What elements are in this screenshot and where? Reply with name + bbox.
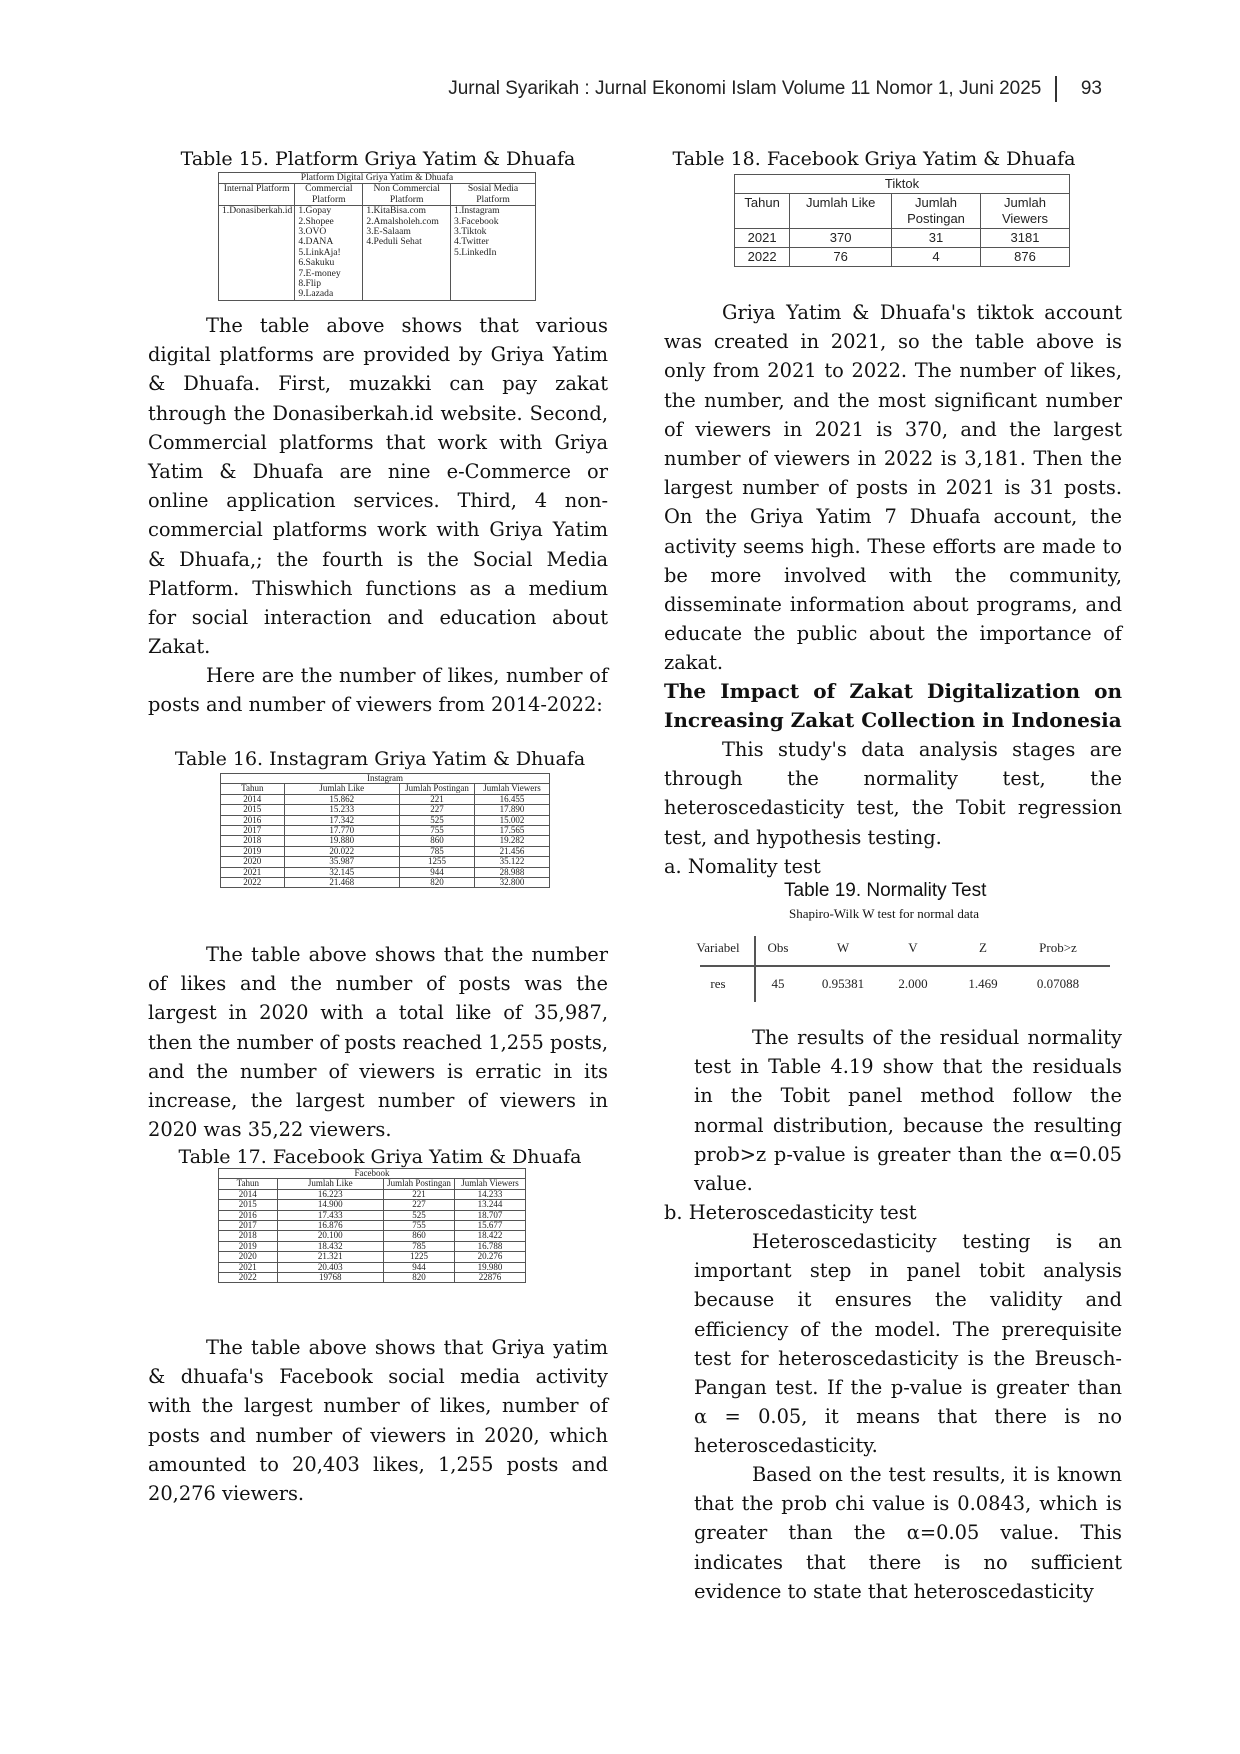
table-row (219, 1262, 526, 1272)
table-cell: 4 (892, 248, 981, 267)
table-row (735, 229, 1070, 248)
table-cell: 19.880 (284, 836, 399, 846)
table-cell: 2014 (219, 1189, 278, 1199)
table19-cell: 1.469 (968, 976, 998, 991)
table15-caption: Table 15. Platform Griya Yatim & Dhuafa (180, 148, 576, 170)
table-cell: 1255 (400, 857, 475, 867)
paragraph-text: The table above shows that the number of likes and the number of posts was the largest in 2020 with a total like of 35,987, then the number of posts reached 1,255 posts, and the number of viewers is erratic in its increase, the largest number of viewers in 2020 was 35,22 viewers. (148, 943, 608, 1142)
table-cell: 221 (384, 1189, 455, 1199)
table-cell: 20.403 (277, 1262, 383, 1272)
table19-col-header: Variabel (696, 940, 740, 955)
left-paragraph-2 (148, 661, 608, 719)
table-cell: 28.988 (475, 867, 550, 877)
table-row (219, 1221, 526, 1231)
table-cell: 2022 (221, 878, 285, 888)
table-row (219, 1241, 526, 1251)
table17-title: Facebook (219, 1169, 526, 1179)
paragraph-text: The table above shows that Griya yatim & dhuafa's Facebook social media activity with the largest number of likes, number of posts and number of viewers in 2020, which amounted to 20,403 likes, 1,255 posts and 20,276 viewers. (148, 1336, 608, 1506)
table-row (219, 1189, 526, 1199)
paragraph-text: Griya Yatim & Dhuafa's tiktok account was created in 2021, so the table above is only from 2021 to 2022. The number of likes, the number, and the most significant number of viewers in 2021 is 370, and the largest number of viewers in 2022 is 3,181. Then the largest number of posts in 2021 is 31 posts. On the Griya Yatim 7 Dhuafa account, the activity seems high. These efforts are made to be more involved with the community, disseminate information about programs, and educate the public about the importance of zakat. (664, 301, 1122, 675)
table-row (735, 248, 1070, 267)
table-cell: 755 (400, 826, 475, 836)
right-paragraph-4 (694, 1227, 1122, 1461)
table-cell: 525 (400, 815, 475, 825)
table-cell: 860 (384, 1231, 455, 1241)
table-cell: 1225 (384, 1252, 455, 1262)
table-cell: 20.276 (455, 1252, 526, 1262)
table-row (221, 794, 550, 804)
table-cell: 15.677 (455, 1221, 526, 1231)
table-cell: 21.321 (277, 1252, 383, 1262)
table-cell: 16.223 (277, 1189, 383, 1199)
table-cell: 2021 (221, 867, 285, 877)
table-cell: 17.433 (277, 1210, 383, 1220)
table18-col-header: Jumlah Like (790, 194, 892, 229)
table-cell: 227 (400, 805, 475, 815)
table-cell: 3181 (981, 229, 1070, 248)
table-cell: 35.122 (475, 857, 550, 867)
table-cell: 18.422 (455, 1231, 526, 1241)
table-row (219, 1200, 526, 1210)
table-cell: 16.788 (455, 1241, 526, 1251)
table19-cell: 2.000 (898, 976, 928, 991)
table-cell: 785 (400, 846, 475, 856)
right-paragraph-1 (664, 298, 1122, 678)
table-cell: 944 (400, 867, 475, 877)
table-cell: 15.002 (475, 815, 550, 825)
table-cell: 2020 (219, 1252, 278, 1262)
table15-col-header: Internal Platform (219, 184, 295, 206)
table-cell: 22876 (455, 1273, 526, 1283)
section-heading: The Impact of Zakat Digitalization on Increasing Zakat Collection in Indonesia (664, 679, 1122, 732)
paragraph-text: The table above shows that various digital platforms are provided by Griya Yatim & Dhuafa. First, muzakki can pay zakat through the Donasiberkah.id website. Second, Commercial platforms that work with Griya Yatim & Dhuafa are nine e-Commerce or online application services. Third, 4 non-commercial platforms work with Griya Yatim & Dhuafa,; the fourth is the Social Media Platform. Thiswhich functions as a medium for social interaction and education about Zakat. (148, 314, 608, 659)
right-paragraph-5 (694, 1460, 1122, 1606)
table18-col-header: Jumlah Viewers (981, 194, 1070, 229)
table-cell: 2021 (735, 229, 790, 248)
table19-data-row (688, 976, 1108, 992)
table19-col-header: W (836, 940, 850, 955)
table-cell: 2015 (219, 1200, 278, 1210)
table-cell: 370 (790, 229, 892, 248)
table-row (219, 1273, 526, 1283)
paragraph-text: The results of the residual normality test in Table 4.19 show that the residuals in the Tobit panel method follow the normal distribution, because the resulting prob>z p-value is greater than the α=0.05 value. (694, 1026, 1122, 1196)
table-cell: 21.456 (475, 846, 550, 856)
table-row (221, 826, 550, 836)
table19-cell: 0.07088 (1036, 976, 1080, 991)
table19-caption: Table 19. Normality Test (784, 880, 987, 901)
table-cell: 820 (384, 1273, 455, 1283)
table-cell: 2022 (219, 1273, 278, 1283)
table19-column-rule (754, 936, 756, 1002)
table19-normality (688, 930, 1108, 1010)
table15-col-header: Commercial Platform (295, 184, 363, 206)
table19-cell: 45 (771, 976, 785, 991)
table19-col-header: V (908, 940, 918, 955)
table19-col-header: Prob>z (1039, 940, 1077, 955)
table-cell: 16.876 (277, 1221, 383, 1231)
table-cell: 2020 (221, 857, 285, 867)
table16-caption: Table 16. Instagram Griya Yatim & Dhuafa (174, 748, 586, 770)
table18-caption: Table 18. Facebook Griya Yatim & Dhuafa (672, 148, 1076, 170)
table15-col-header: Sosial Media Platform (451, 184, 536, 206)
table-cell: 32.145 (284, 867, 399, 877)
table15-social-list: 1.Instagram 3.Facebook 3.Tiktok 4.Twitter 5.LinkedIn (451, 206, 536, 301)
table-cell: 18.432 (277, 1241, 383, 1251)
table-row (221, 878, 550, 888)
table18-col-header: Tahun (735, 194, 790, 229)
table-row (219, 1231, 526, 1241)
table-cell: 944 (384, 1262, 455, 1272)
table-cell: 2019 (221, 846, 285, 856)
table19-subtitle: Shapiro-Wilk W test for normal data (789, 906, 979, 921)
table18-title: Tiktok (735, 175, 1070, 194)
table-cell: 13.244 (455, 1200, 526, 1210)
table-cell: 525 (384, 1210, 455, 1220)
table-cell: 2017 (219, 1221, 278, 1231)
table17-col-header: Jumlah Like (277, 1179, 383, 1189)
list-item-a: a. Nomality test (664, 855, 821, 878)
table-cell: 2017 (221, 826, 285, 836)
table-cell: 17.565 (475, 826, 550, 836)
table17-col-header: Tahun (219, 1179, 278, 1189)
table-cell: 2018 (219, 1231, 278, 1241)
paragraph-text: Based on the test results, it is known that the prob chi value is 0.0843, which is greater than the α=0.05 value. This indicates that there is no sufficient evidence to state that heteroscedasticity (694, 1463, 1122, 1603)
table-row (219, 1210, 526, 1220)
table16-col-header: Tahun (221, 784, 285, 794)
table17-col-header: Jumlah Viewers (455, 1179, 526, 1189)
table15-title: Platform Digital Griya Yatim & Dhuafa (219, 173, 536, 184)
table19-col-header: Z (979, 940, 987, 955)
table-cell: 2016 (219, 1210, 278, 1220)
table-row (221, 846, 550, 856)
table-cell: 820 (400, 878, 475, 888)
table-row (221, 815, 550, 825)
table19-header-rule (700, 965, 1110, 967)
table-cell: 32.800 (475, 878, 550, 888)
table-cell: 2022 (735, 248, 790, 267)
table16-title: Instagram (221, 774, 550, 784)
table-row (221, 857, 550, 867)
table-cell: 2018 (221, 836, 285, 846)
table19-header-row (688, 940, 1108, 956)
table-cell: 15.862 (284, 794, 399, 804)
table-row (221, 836, 550, 846)
table-cell: 14.900 (277, 1200, 383, 1210)
table-row (219, 1252, 526, 1262)
table16-instagram (220, 773, 550, 888)
table18-col-header: Jumlah Postingan (892, 194, 981, 229)
left-paragraph-4 (148, 1333, 608, 1508)
table-cell: 785 (384, 1241, 455, 1251)
table-cell: 19768 (277, 1273, 383, 1283)
table16-col-header: Jumlah Postingan (400, 784, 475, 794)
table-cell: 18.707 (455, 1210, 526, 1220)
table-cell: 19.980 (455, 1262, 526, 1272)
table-cell: 15.233 (284, 805, 399, 815)
journal-title: Jurnal Syarikah : Jurnal Ekonomi Islam Volume 11 Nomor 1, Juni 2025 (448, 78, 1042, 99)
table-row (221, 867, 550, 877)
running-header (390, 72, 1102, 106)
table-cell: 17.770 (284, 826, 399, 836)
paragraph-text: Here are the number of likes, number of posts and number of viewers from 2014-2022: (148, 664, 608, 717)
table-cell: 17.342 (284, 815, 399, 825)
table-cell: 2019 (219, 1241, 278, 1251)
table-cell: 2021 (219, 1262, 278, 1272)
table-cell: 76 (790, 248, 892, 267)
table-cell: 16.455 (475, 794, 550, 804)
table19-col-header: Obs (767, 940, 789, 955)
table-cell: 21.468 (284, 878, 399, 888)
table-cell: 2016 (221, 815, 285, 825)
table-cell: 35.987 (284, 857, 399, 867)
paragraph-text: Heteroscedasticity testing is an important step in panel tobit analysis because it ensures the validity and efficiency of the model. The prerequisite test for heteroscedasticity is the Breusch-Pangan test. If the p-value is greater than α = 0.05, it means that there is no heteroscedasticity. (694, 1230, 1122, 1458)
table16-col-header: Jumlah Like (284, 784, 399, 794)
table18-tiktok (734, 174, 1070, 267)
table-cell: 17.890 (475, 805, 550, 815)
table-cell: 221 (400, 794, 475, 804)
table15-platforms (218, 172, 536, 301)
header-separator (1055, 76, 1057, 102)
table-cell: 20.100 (277, 1231, 383, 1241)
right-paragraph-3 (694, 1023, 1122, 1198)
table-cell: 20.022 (284, 846, 399, 856)
table-cell: 876 (981, 248, 1070, 267)
table17-col-header: Jumlah Postingan (384, 1179, 455, 1189)
table15-noncommercial-list: 1.KitaBisa.com 2.Amalsholeh.com 3.E-Salaam 4.Peduli Sehat (363, 206, 451, 301)
list-item-b: b. Heteroscedasticity test (664, 1201, 917, 1224)
table15-internal-list: 1.Donasiberkah.id (219, 206, 295, 301)
table-cell: 14.233 (455, 1189, 526, 1199)
table19-cell: res (710, 976, 726, 991)
table-cell: 31 (892, 229, 981, 248)
table19-cell: 0.95381 (821, 976, 865, 991)
page-number: 93 (1080, 78, 1102, 99)
right-paragraph-2 (664, 735, 1122, 852)
table-cell: 2015 (221, 805, 285, 815)
table17-facebook (218, 1168, 526, 1283)
table-cell: 19.282 (475, 836, 550, 846)
table-cell: 860 (400, 836, 475, 846)
table15-commercial-list: 1.Gopay 2.Shopee 3.OVO 4.DANA 5.LinkAja! 6.Sakuku 7.E-money 8.Flip 9.Lazada (295, 206, 363, 301)
table-cell: 2014 (221, 794, 285, 804)
paragraph-text: This study's data analysis stages are through the normality test, the heteroscedasticity test, the Tobit regression test, and hypothesis testing. (664, 738, 1122, 849)
left-paragraph-1 (148, 311, 608, 661)
table17-caption: Table 17. Facebook Griya Yatim & Dhuafa (178, 1146, 582, 1168)
table-cell: 227 (384, 1200, 455, 1210)
table15-col-header: Non Commercial Platform (363, 184, 451, 206)
table16-col-header: Jumlah Viewers (475, 784, 550, 794)
table-cell: 755 (384, 1221, 455, 1231)
left-paragraph-3 (148, 940, 608, 1144)
table-row (221, 805, 550, 815)
